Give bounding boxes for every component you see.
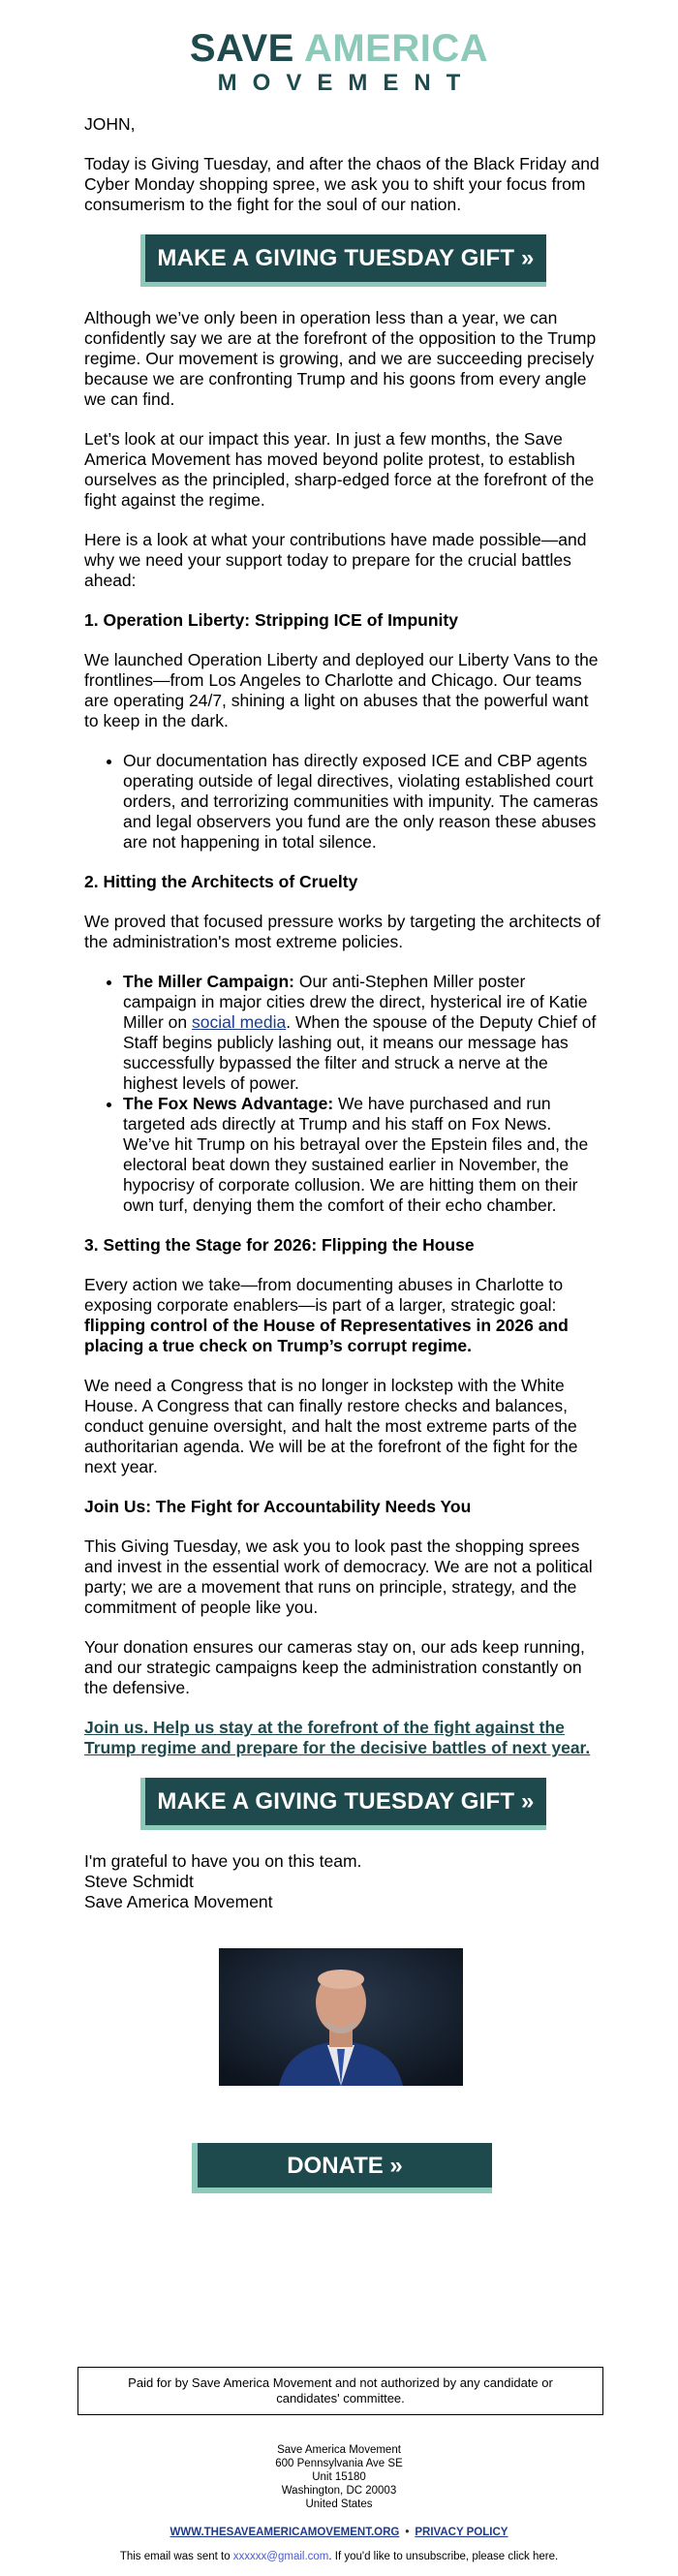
- section-2-body: We proved that focused pressure works by targeting the architects of the administration's most extreme policies.: [84, 912, 601, 951]
- logo-word-save: SAVE: [189, 27, 294, 70]
- section-1-body: We launched Operation Liberty and deployed our Liberty Vans to the frontlines—from Los Angeles to Charlotte and Chicago. Our teams are operating 24/7, shining a light on abuses that the powerful want to keep in the dark.: [84, 650, 599, 730]
- section-3-heading: 3. Setting the Stage for 2026: Flipping the House: [84, 1235, 475, 1255]
- section-1-list: [84, 751, 602, 853]
- address-line: Save America Movement: [277, 2444, 401, 2456]
- giving-tuesday-gift-button-2[interactable]: MAKE A GIVING TUESDAY GIFT »: [140, 1778, 545, 1830]
- mailing-address: [0, 2443, 678, 2511]
- bullet-title: The Fox News Advantage:: [123, 1094, 334, 1113]
- logo-word-movement: MOVEMENT: [217, 70, 477, 96]
- section-2-list: [84, 972, 602, 1216]
- bullet-text: . When the spouse of the Deputy Chief of Staff begins publicly lashing out, it means our message has successfully bypassed the filter and struck a nerve at the highest levels of power.: [123, 1012, 597, 1093]
- social-media-link[interactable]: social media: [192, 1012, 287, 1032]
- address-line: United States: [305, 2498, 373, 2510]
- section-3-text: Every action we take—from documenting abuses in Charlotte to exposing corporate enablers—is part of a larger, strategic goal:: [84, 1275, 564, 1315]
- section-2-bullet-fox: [123, 1094, 602, 1216]
- join-body: This Giving Tuesday, we ask you to look past the shopping sprees and invest in the essential work of democracy. We are not a political party; we are a movement that runs on principle, strategy, and the commitment of people like you.: [84, 1536, 593, 1617]
- join-heading: Join Us: The Fight for Accountability Needs You: [84, 1497, 472, 1516]
- bullet-text: Our anti-Stephen Miller poster campaign in major cities drew the direct, hysterical ire of Katie Miller on: [123, 972, 588, 1032]
- email-body: [84, 114, 602, 1912]
- join-body-2: Your donation ensures our cameras stay on, our ads keep running, and our strategic campaigns keep the administration constantly on the defensive.: [84, 1637, 585, 1697]
- paragraph-1: Although we’ve only been in operation less than a year, we can confidently say we are at the forefront of the opposition to the Trump regime. Our movement is growing, and we are succeeding precisely because we are confronting Trump and his goons from every angle we can find.: [84, 308, 597, 409]
- section-2-heading: 2. Hitting the Architects of Cruelty: [84, 872, 358, 891]
- cta-wrap-top: [84, 234, 602, 287]
- section-3-body-2: We need a Congress that is no longer in lockstep with the White House. A Congress that can finally restore checks and balances, conduct genuine oversight, and halt the most extreme parts of the authoritarian agenda. We will be at the forefront of the fight for the next year.: [84, 1376, 578, 1476]
- footer-separator: •: [405, 2527, 410, 2538]
- signer-org: Save America Movement: [84, 1892, 273, 1911]
- logo-wordmark: [0, 27, 678, 70]
- intro-paragraph: Today is Giving Tuesday, and after the chaos of the Black Friday and Cyber Monday shopping spree, we ask you to shift your focus from consumerism to the fight for the soul of our nation.: [84, 154, 600, 214]
- paragraph-2: Let’s look at our impact this year. In just a few months, the Save America Movement has moved beyond polite protest, to establish ourselves as the principled, sharp-edged force at the forefront of the fight against the regime.: [84, 429, 595, 510]
- sent-to-notice: [0, 2551, 678, 2562]
- donate-button[interactable]: DONATE »: [192, 2143, 492, 2193]
- footer-links: [0, 2527, 678, 2538]
- signer-name: Steve Schmidt: [84, 1872, 194, 1891]
- steve-schmidt-photo: [219, 1948, 463, 2086]
- signoff: [84, 1851, 602, 1912]
- paid-for-disclaimer: Paid for by Save America Movement and not authorized by any candidate or candidates' committee.: [77, 2367, 603, 2415]
- address-line: 600 Pennsylvania Ave SE: [275, 2458, 403, 2469]
- address-line: Washington, DC 20003: [281, 2485, 397, 2497]
- privacy-policy-link[interactable]: PRIVACY POLICY: [415, 2527, 508, 2538]
- giving-tuesday-gift-button[interactable]: MAKE A GIVING TUESDAY GIFT »: [140, 234, 545, 287]
- unsubscribe-text[interactable]: . If you'd like to unsubscribe, please click here.: [328, 2551, 559, 2562]
- website-link[interactable]: WWW.THESAVEAMERICAMOVEMENT.ORG: [170, 2527, 400, 2538]
- portrait-illustration: [219, 1948, 463, 2086]
- signoff-line: I'm grateful to have you on this team.: [84, 1851, 362, 1871]
- sent-text: This email was sent to: [119, 2551, 233, 2562]
- join-us-link[interactable]: Join us. Help us stay at the forefront of the fight against the Trump regime and prepare for the decisive battles of next year.: [84, 1718, 591, 1757]
- logo: [0, 27, 678, 97]
- logo-word-america: AMERICA: [303, 27, 489, 70]
- bullet-text: We have purchased and run targeted ads directly at Trump and his staff on Fox News. We’ve hit Trump on his betrayal over the Epstein files and, the electoral beat down they sustained earlier in November, the hypocrisy of corporate collusion. We are hitting them on their own turf, denying them the comfort of their echo chamber.: [123, 1094, 589, 1215]
- address-line: Unit 15180: [312, 2471, 366, 2483]
- salutation: JOHN,: [84, 114, 136, 134]
- section-1-heading: 1. Operation Liberty: Stripping ICE of Impunity: [84, 610, 458, 630]
- section-3-body: [84, 1275, 602, 1356]
- section-3-bold-text: flipping control of the House of Representatives in 2026 and placing a true check on Trump’s corrupt regime.: [84, 1316, 569, 1355]
- section-2-bullet-miller: [123, 972, 602, 1094]
- join-link-paragraph: [84, 1718, 602, 1758]
- recipient-email: xxxxxx@gmail.com: [232, 2551, 329, 2562]
- section-1-bullet: • Our documentation has directly exposed ICE and CBP agents operating outside of legal directives, violating established court orders, and terrorizing communities with impunity. The cameras and legal observers you fund are the only reason these abuses are not happening in total silence.: [123, 751, 602, 853]
- paragraph-3: Here is a look at what your contributions have made possible—and why we need your support today to prepare for the crucial battles ahead:: [84, 530, 587, 590]
- bullet-title: The Miller Campaign:: [123, 972, 294, 991]
- cta-wrap-bottom: [84, 1778, 602, 1830]
